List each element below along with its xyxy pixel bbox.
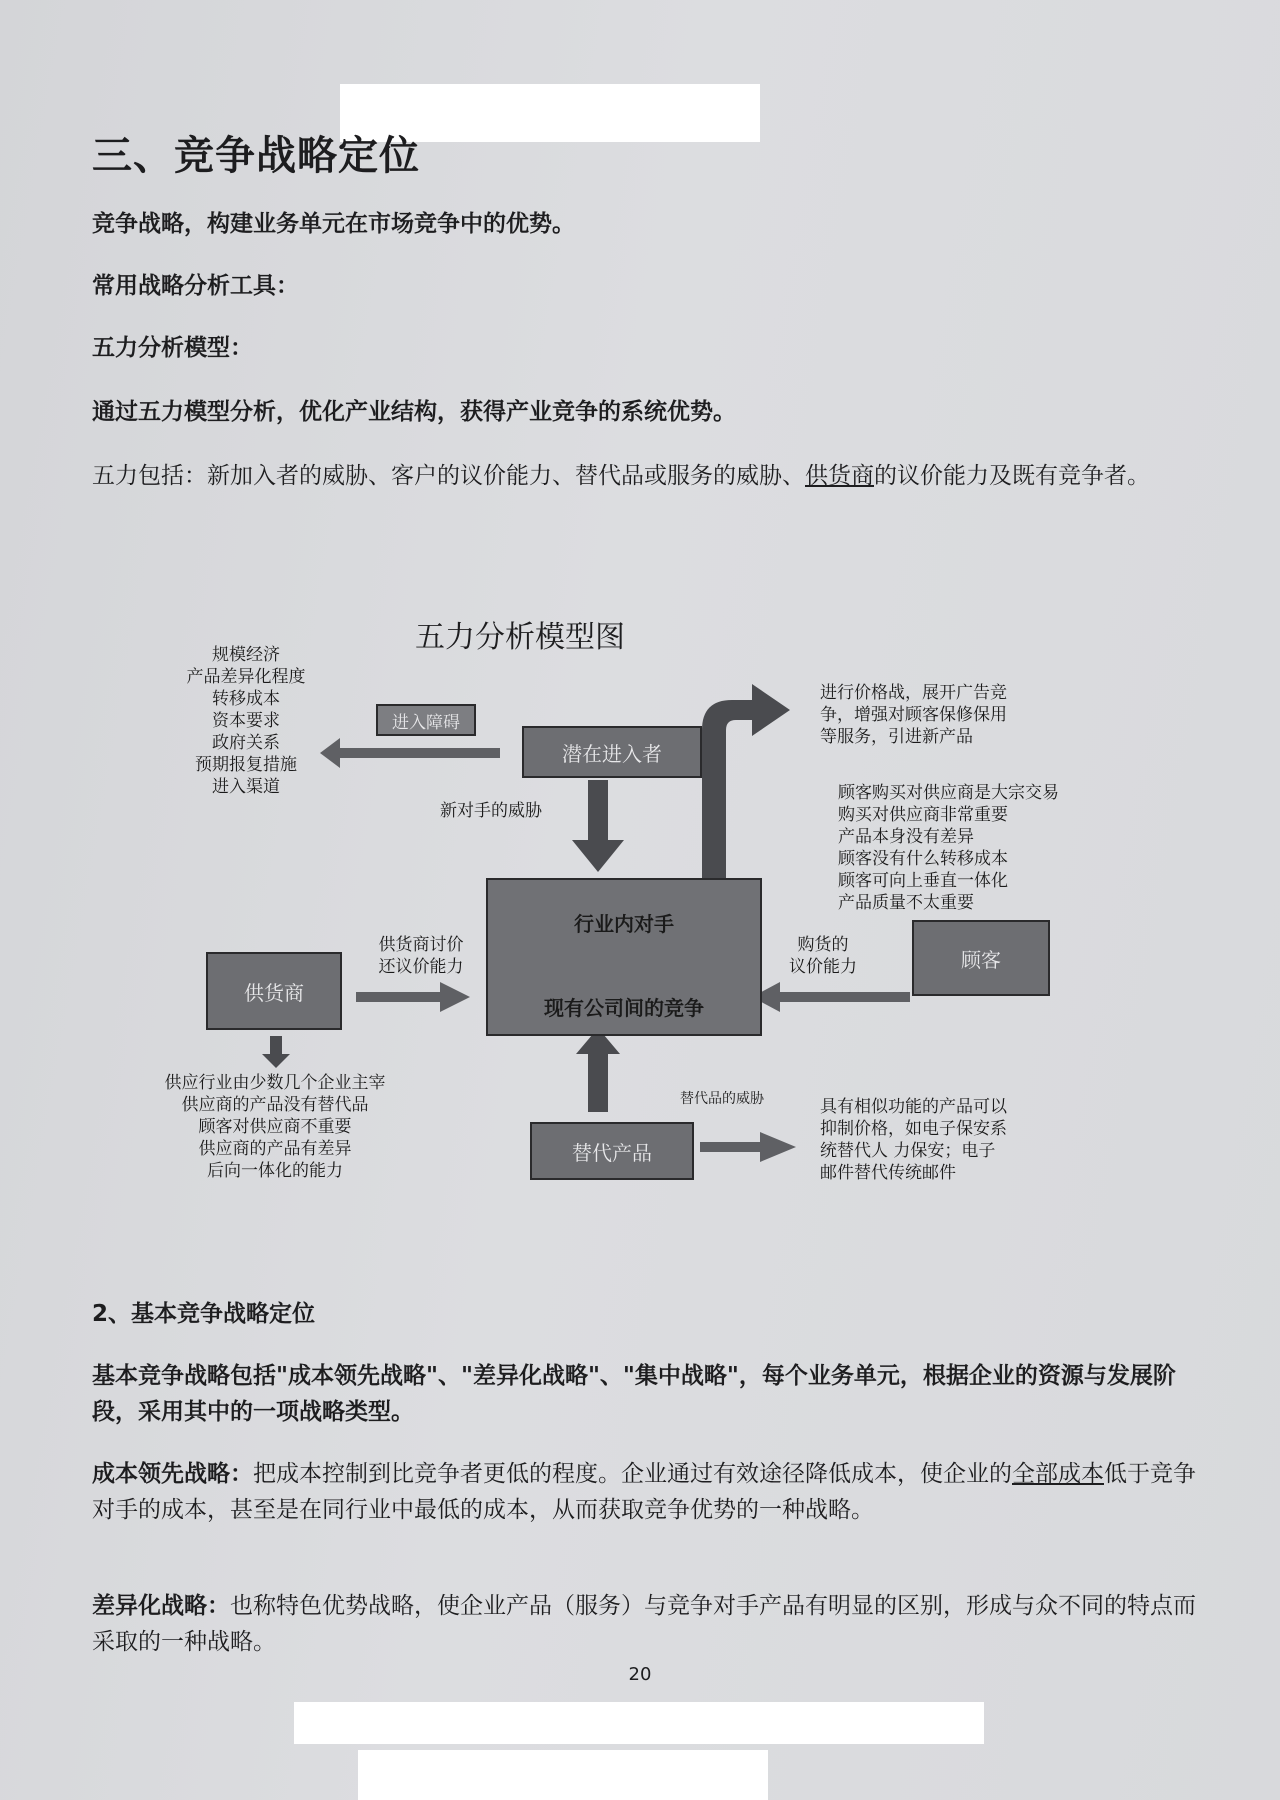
substitutes-box: 替代产品 [530, 1122, 694, 1180]
paragraph-cost-leadership [92, 1456, 1212, 1528]
rival-action-line: 进行价格战，展开广告竞 [820, 683, 1007, 703]
potential-entrants-box: 潜在进入者 [522, 726, 702, 778]
entry-barrier-item: 规模经济 [212, 645, 280, 665]
cost-leadership-text-2: 低于竞争对手的成本，甚至是在同行业中最低的成本，从而获取竞争优势的一种战略。 [92, 1461, 1196, 1523]
buyer-power-line: 议价能力 [789, 957, 857, 977]
paragraph-five-forces-list [92, 458, 1212, 494]
five-forces-text-post: 的议价能力及既有竞争者。 [874, 463, 1150, 489]
arrow-substitutes-up [576, 1028, 620, 1112]
substitute-example-line: 邮件替代传统邮件 [820, 1163, 956, 1183]
paragraph-differentiation [92, 1588, 1212, 1660]
arrow-substitutes-right [700, 1132, 796, 1162]
paragraph-analysis-tools: 常用战略分析工具： [92, 273, 299, 299]
supplier-power-line: 供货商讨价 [378, 935, 464, 955]
buyer-condition-item: 顾客购买对供应商是大宗交易 [838, 783, 1059, 803]
rival-action-line: 等服务，引进新产品 [820, 727, 973, 747]
supplier-condition-item: 后向一体化的能力 [207, 1161, 343, 1181]
substitute-example-line: 统替代人 力保安；电子 [820, 1141, 996, 1161]
supplier-box: 供货商 [206, 952, 342, 1030]
buyer-power-line: 购货的 [797, 935, 849, 955]
arrow-to-barriers [320, 738, 500, 768]
entry-barrier-item: 资本要求 [212, 711, 280, 731]
five-forces-diagram [140, 600, 1060, 1200]
substitute-example-line: 具有相似功能的产品可以 [820, 1097, 1007, 1117]
differentiation-text: 也称特色优势战略，使企业产品（服务）与竞争对手产品有明显的区别，形成与众不同的特点而采取的一种战略。 [92, 1593, 1196, 1655]
paragraph-five-forces-purpose: 通过五力模型分析，优化产业结构，获得产业竞争的系统优势。 [92, 399, 736, 425]
entry-barrier-item: 转移成本 [212, 689, 280, 709]
supplier-condition-item: 供应行业由少数几个企业主宰 [164, 1073, 386, 1093]
entry-barrier-tag: 进入障碍 [376, 704, 476, 736]
industry-rivals-box [486, 878, 762, 1036]
buyer-condition-item: 顾客可向上垂直一体化 [838, 871, 1008, 891]
five-forces-text-pre: 五力包括：新加入者的威胁、客户的议价能力、替代品或服务的威胁、 [92, 463, 805, 489]
arrow-customer-left [752, 982, 910, 1012]
redaction-block-bottom-2 [358, 1750, 768, 1800]
arrow-rival-actions [702, 684, 790, 880]
entry-barrier-list [176, 644, 316, 798]
entry-barrier-item: 预期报复措施 [195, 755, 297, 775]
substitute-examples-text [820, 1096, 1060, 1184]
differentiation-term: 差异化战略： [92, 1593, 230, 1619]
buyer-condition-item: 购买对供应商非常重要 [838, 805, 1008, 825]
arrow-entrants-down [572, 780, 624, 872]
buyer-conditions-list [838, 782, 1060, 914]
supplier-conditions-list [140, 1072, 410, 1182]
cost-leadership-text-1: 把成本控制到比竞争者更低的程度。企业通过有效途径降低成本，使企业的 [253, 1461, 1012, 1487]
buyer-power-label [778, 934, 868, 978]
supplier-condition-item: 供应商的产品没有替代品 [181, 1095, 369, 1115]
substitute-threat-label: 替代品的威胁 [680, 1091, 764, 1107]
diagram-title: 五力分析模型图 [415, 620, 625, 655]
five-forces-underlined-supplier: 供货商 [805, 463, 874, 489]
section-heading: 三、竞争战略定位 [92, 133, 420, 179]
arrow-supplier-right [356, 982, 470, 1012]
paragraph-competitive-strategy: 竞争战略，构建业务单元在市场竞争中的优势。 [92, 211, 575, 237]
paragraph-five-forces-model: 五力分析模型： [92, 335, 253, 361]
entry-barrier-item: 产品差异化程度 [186, 667, 306, 687]
paragraph-basic-strategies: 基本竞争战略包括"成本领先战略"、"差异化战略"、"集中战略"，每个业务单元，根据企业的资源与发展阶段，采用其中的一项战略类型。 [92, 1363, 1176, 1425]
buyer-condition-item: 顾客没有什么转移成本 [838, 849, 1008, 869]
cost-leadership-term: 成本领先战略： [92, 1461, 253, 1487]
buyer-condition-item: 产品质量不太重要 [838, 893, 974, 913]
redaction-block-bottom-1 [294, 1702, 984, 1744]
substitute-example-line: 抑制价格，如电子保安系 [820, 1119, 1007, 1139]
section-2-heading: 2、基本竞争战略定位 [92, 1301, 316, 1327]
industry-rivals-label: 行业内对手 [574, 912, 674, 936]
cost-leadership-underlined: 全部成本 [1012, 1461, 1104, 1487]
supplier-condition-item: 顾客对供应商不重要 [198, 1117, 352, 1137]
page-number: 20 [628, 1664, 652, 1685]
existing-competition-label: 现有公司间的竞争 [544, 996, 704, 1020]
supplier-power-label [366, 934, 476, 978]
customer-box: 顾客 [912, 920, 1050, 996]
rival-actions-text [820, 682, 1060, 748]
new-threat-label: 新对手的威胁 [440, 801, 542, 821]
entry-barrier-item: 政府关系 [212, 733, 280, 753]
arrow-supplier-down [262, 1036, 290, 1068]
supplier-condition-item: 供应商的产品有差异 [198, 1139, 352, 1159]
rival-action-line: 争，增强对顾客保修保用 [820, 705, 1007, 725]
supplier-power-line: 还议价能力 [378, 957, 464, 977]
buyer-condition-item: 产品本身没有差异 [838, 827, 974, 847]
entry-barrier-item: 进入渠道 [212, 777, 280, 797]
